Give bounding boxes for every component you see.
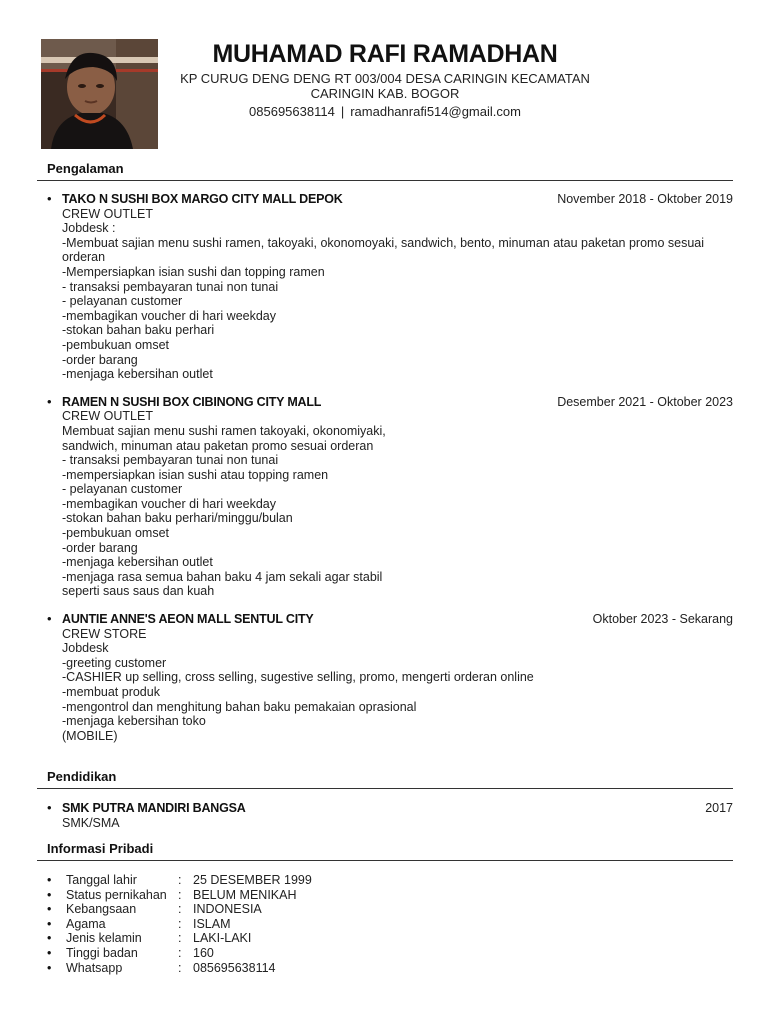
school-name: • SMK PUTRA MANDIRI BANGSA bbox=[62, 801, 246, 815]
detail-line: -menjaga kebersihan outlet bbox=[62, 555, 213, 570]
company-name: • AUNTIE ANNE'S AEON MALL SENTUL CITY bbox=[62, 612, 314, 627]
info-row bbox=[37, 931, 733, 946]
detail-line: CREW OUTLET bbox=[62, 409, 153, 424]
detail-line: -menjaga kebersihan toko bbox=[62, 714, 206, 729]
detail-line: Jobdesk : bbox=[62, 221, 116, 236]
info-colon: : bbox=[178, 873, 182, 887]
resume-header bbox=[180, 40, 590, 119]
detail-line: -membagikan voucher di hari weekday bbox=[62, 308, 276, 323]
detail-line: -Membuat sajian menu sushi ramen, takoyaki, okonomoyaki, sandwich, bento, minuman atau paketan promo sesuai orderan bbox=[62, 235, 705, 265]
detail-line: -mengontrol dan menghitung bahan baku pemakaian oprasional bbox=[62, 699, 417, 714]
info-row bbox=[37, 946, 733, 961]
company-name: • RAMEN N SUSHI BOX CIBINONG CITY MALL bbox=[62, 394, 322, 409]
info-colon: : bbox=[178, 945, 182, 960]
info-row bbox=[37, 873, 733, 888]
job-details bbox=[62, 207, 733, 382]
detail-line: -greeting customer bbox=[62, 655, 167, 670]
info-row bbox=[37, 917, 733, 932]
job-details bbox=[62, 627, 733, 744]
detail-line: - transaksi pembayaran tunai non tunai bbox=[62, 453, 279, 468]
education-title: Pendidikan bbox=[37, 769, 733, 789]
info-value: LAKI-LAKI bbox=[193, 931, 252, 946]
info-label: • Whatsapp bbox=[66, 960, 123, 975]
detail-line: seperti saus saus dan kuah bbox=[62, 584, 215, 599]
info-colon: : bbox=[178, 902, 182, 917]
info-row bbox=[37, 888, 733, 903]
detail-line: - pelayanan customer bbox=[62, 294, 183, 309]
job-details bbox=[62, 409, 733, 599]
detail-line: -mempersiapkan isian sushi atau topping ramen bbox=[62, 467, 329, 482]
detail-line: (MOBILE) bbox=[62, 728, 118, 743]
contact-separator: | bbox=[340, 104, 345, 119]
experience-section bbox=[37, 161, 733, 743]
info-label: • Kebangsaan bbox=[66, 902, 137, 917]
detail-line: -membagikan voucher di hari weekday bbox=[62, 496, 276, 511]
info-label: • Status pernikahan bbox=[66, 887, 167, 902]
entry-date: 2017 bbox=[705, 801, 733, 815]
education-details bbox=[62, 816, 733, 831]
detail-line: - transaksi pembayaran tunai non tunai bbox=[62, 279, 279, 294]
info-row bbox=[37, 902, 733, 917]
profile-photo-image bbox=[41, 39, 158, 149]
personal-info-section bbox=[37, 841, 733, 975]
full-name: MUHAMAD RAFI RAMADHAN bbox=[212, 40, 558, 68]
info-value: INDONESIA bbox=[193, 902, 262, 917]
entry-date: November 2018 - Oktober 2019 bbox=[557, 192, 733, 206]
detail-line: -pembukuan omset bbox=[62, 526, 170, 541]
experience-list bbox=[37, 192, 733, 743]
detail-line: -stokan bahan baku perhari/minggu/bulan bbox=[62, 511, 293, 526]
info-value: 160 bbox=[193, 945, 214, 960]
experience-entry bbox=[37, 192, 733, 382]
entry-date: Desember 2021 - Oktober 2023 bbox=[557, 394, 733, 409]
detail-line: -Mempersiapkan isian sushi dan topping ramen bbox=[62, 264, 325, 279]
detail-line: CREW OUTLET bbox=[62, 206, 153, 221]
experience-entry bbox=[37, 395, 733, 599]
personal-info-list bbox=[37, 873, 733, 975]
profile-photo bbox=[41, 39, 158, 149]
detail-line: - pelayanan customer bbox=[62, 482, 183, 497]
detail-line: -menjaga rasa semua bahan baku 4 jam sekali agar stabil bbox=[62, 569, 383, 584]
experience-entry bbox=[37, 612, 733, 743]
phone-number: 085695638114 bbox=[249, 104, 335, 119]
info-label: • Jenis kelamin bbox=[66, 931, 142, 946]
detail-line: -CASHIER up selling, cross selling, sugestive selling, promo, mengerti orderan online bbox=[62, 670, 534, 685]
detail-line: CREW STORE bbox=[62, 626, 147, 641]
detail-line: -pembukuan omset bbox=[62, 337, 170, 352]
info-label: • Tanggal lahir bbox=[66, 873, 137, 887]
education-entry bbox=[37, 801, 733, 830]
detail-line: -order barang bbox=[62, 352, 138, 367]
info-value: 25 DESEMBER 1999 bbox=[193, 873, 312, 887]
education-section bbox=[37, 769, 733, 830]
info-value: ISLAM bbox=[193, 916, 231, 931]
info-colon: : bbox=[178, 916, 182, 931]
info-colon: : bbox=[178, 931, 182, 946]
detail-line: -menjaga kebersihan outlet bbox=[62, 367, 213, 382]
education-list bbox=[37, 801, 733, 830]
company-name: • TAKO N SUSHI BOX MARGO CITY MALL DEPOK bbox=[62, 192, 343, 206]
detail-line: SMK/SMA bbox=[62, 815, 120, 830]
entry-date: Oktober 2023 - Sekarang bbox=[592, 612, 733, 627]
email-address: ramadhanrafi514@gmail.com bbox=[350, 104, 521, 119]
detail-line: -stokan bahan baku perhari bbox=[62, 323, 215, 338]
personal-info-title: Informasi Pribadi bbox=[37, 841, 733, 861]
experience-title: Pengalaman bbox=[37, 161, 733, 181]
info-value: BELUM MENIKAH bbox=[193, 887, 297, 902]
info-colon: : bbox=[178, 887, 182, 902]
contact-line bbox=[180, 104, 590, 119]
info-value: 085695638114 bbox=[193, 960, 276, 975]
detail-line: Jobdesk bbox=[62, 641, 109, 656]
detail-line: -order barang bbox=[62, 540, 138, 555]
info-row bbox=[37, 961, 733, 976]
detail-line: sandwich, minuman atau paketan promo sesuai orderan bbox=[62, 438, 374, 453]
info-label: • Tinggi badan bbox=[66, 945, 138, 960]
detail-line: Membuat sajian menu sushi ramen takoyaki, okonomiyaki, bbox=[62, 423, 386, 438]
info-colon: : bbox=[178, 960, 182, 975]
info-label: • Agama bbox=[66, 916, 106, 931]
address: KP CURUG DENG DENG RT 003/004 DESA CARINGIN KECAMATAN CARINGIN KAB. BOGOR bbox=[180, 71, 590, 101]
detail-line: -membuat produk bbox=[62, 685, 160, 699]
